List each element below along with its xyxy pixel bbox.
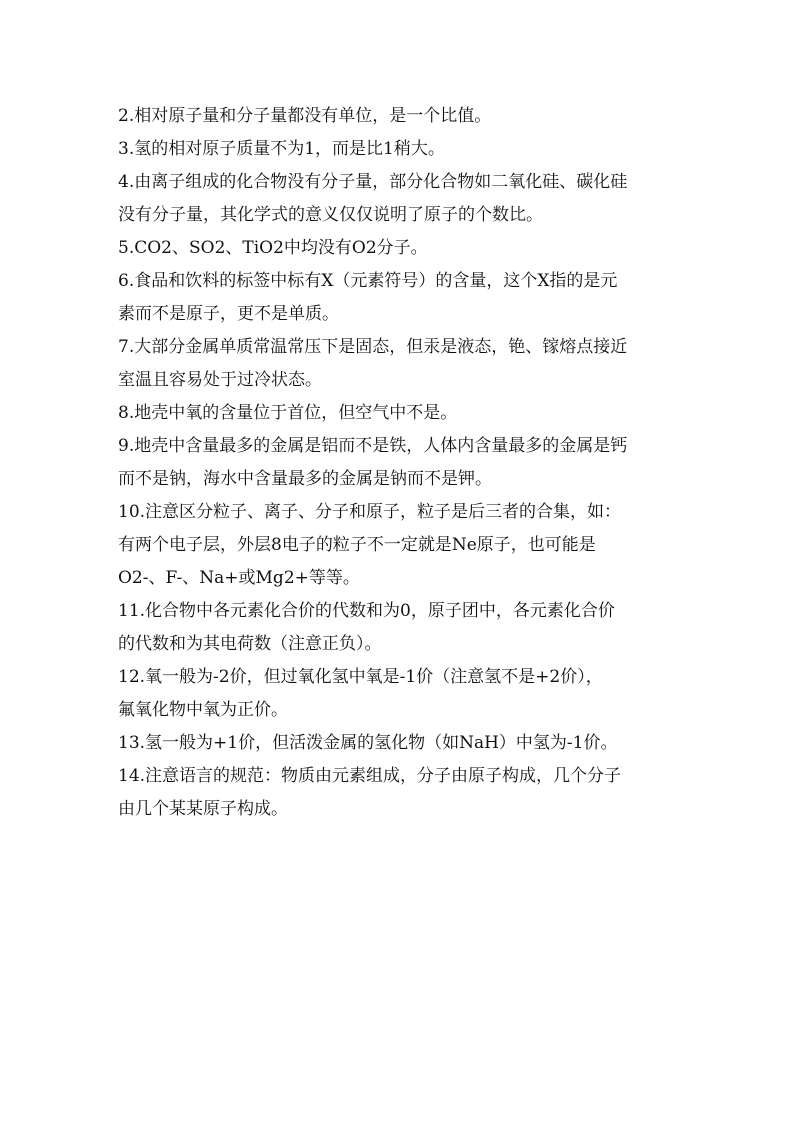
text-line: 2.相对原子量和分子量都没有单位，是一个比值。 xyxy=(118,106,492,126)
text-line: 12.氧一般为-2价，但过氧化氢中氧是-1价（注意氢不是+2价）， xyxy=(118,667,603,687)
text-line: 9.地壳中含量最多的金属是铝而不是铁，人体内含量最多的金属是钙 xyxy=(118,436,628,456)
text-line: 氟氧化物中氧为正价。 xyxy=(118,700,288,720)
text-line: 5.CO2、SO2、TiO2中均没有O2分子。 xyxy=(118,238,428,258)
text-line: 由几个某某原子构成。 xyxy=(118,799,288,819)
text-line: 8.地壳中氧的含量位于首位，但空气中不是。 xyxy=(118,403,458,423)
text-line: 3.氢的相对原子质量不为1，而是比1稍大。 xyxy=(118,139,445,159)
text-line: 7.大部分金属单质常温常压下是固态，但汞是液态，铯、镓熔点接近 xyxy=(118,337,628,357)
text-line: 6.食品和饮料的标签中标有X（元素符号）的含量，这个X指的是元 xyxy=(118,271,618,291)
document-body xyxy=(118,100,678,826)
text-line: 有两个电子层，外层8电子的粒子不一定就是Ne原子，也可能是 xyxy=(118,535,596,555)
text-line: 14.注意语言的规范：物质由元素组成，分子由原子构成，几个分子 xyxy=(118,766,622,786)
text-line: 室温且容易处于过冷状态。 xyxy=(118,370,322,390)
text-line: 11.化合物中各元素化合价的代数和为0，原子团中，各元素化合价 xyxy=(118,601,615,621)
text-line: 4.由离子组成的化合物没有分子量，部分化合物如二氧化硅、碳化硅 xyxy=(118,172,628,192)
text-line: 10.注意区分粒子、离子、分子和原子，粒子是后三者的合集，如： xyxy=(118,502,622,522)
text-line: O2-、F-、Na+或Mg2+等等。 xyxy=(118,568,360,588)
text-line: 而不是钠，海水中含量最多的金属是钠而不是钾。 xyxy=(118,469,492,489)
text-line: 13.氢一般为+1价，但活泼金属的氢化物（如NaH）中氢为-1价。 xyxy=(118,733,618,753)
text-line: 素而不是原子，更不是单质。 xyxy=(118,304,339,324)
text-line: 没有分子量，其化学式的意义仅仅说明了原子的个数比。 xyxy=(118,205,543,225)
text-line: 的代数和为其电荷数（注意正负）。 xyxy=(118,634,382,654)
